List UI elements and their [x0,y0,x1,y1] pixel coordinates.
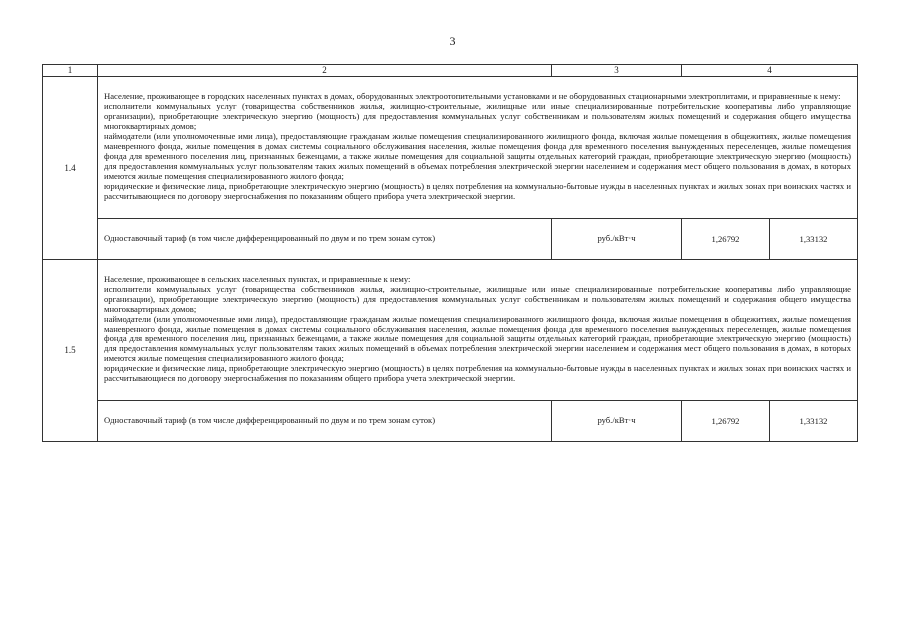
tariff-unit: руб./кВт·ч [552,401,682,442]
tariff-value-2: 1,33132 [769,401,857,441]
description-paragraph: исполнители коммунальных услуг (товарищества собственников жилья, жилищно-строительные, жилищные или иные специализированные потребительские кооперативы либо управляющие организации), приобретающие электрическую энергию (мощность) для предоставления коммунальных услуг собственникам и пользователям жилых помещений и содержания общего имущества многоквартирных домов; [104,100,851,131]
tariff-unit: руб./кВт·ч [552,218,682,259]
description-paragraph: юридические и физические лица, приобретающие электрическую энергию (мощность) в целях потребления на коммунально-бытовые нужды в населенных пунктах и жилых зонах при воинских частях и рассчитывающиеся по договору энергоснабжения по показаниям общего прибора учета электрической энергии. [104,363,851,384]
description-paragraph: Население, проживающее в городских населенных пунктах в домах, оборудованных электроотопительными установками и не оборудованных стационарными электроплитами, и приравненные к нему: [104,91,841,101]
table-row [43,77,858,219]
header-col-4: 4 [682,65,858,77]
description-paragraph: Население, проживающее в сельских населенных пунктах, и приравненные к нему: [104,273,411,284]
tariff-label: Одноставочный тариф (в том числе дифференцированный по двум и по трем зонам суток) [98,218,552,259]
description-paragraph: наймодатели (или уполномоченные ими лица), предоставляющие гражданам жилые помещения специализированного жилищного фонда, включая жилые помещения в общежитиях, жилые помещения маневренного фонда, жилые помещения в домах системы социального обслуживания населения, жилые помещения фонда для временного поселения вынужденных переселенцев, жилые помещения фонда для временного поселения лиц, признанных беженцами, а также жилые помещения для социальной защиты отдельных категорий граждан, приобретающие электрическую энергию (мощность) для предоставления коммунальных услуг пользователям таких жилых помещений в объемах потребления электрической энергии населением и содержания мест общего пользования в домах, в которых имеются жилые помещения специализированного жилого фонда; [104,313,851,364]
header-col-2: 2 [98,65,552,77]
row-number: 1.5 [43,259,98,442]
tariff-table [42,64,858,442]
consumer-category-description [98,259,858,401]
table-row [43,259,858,401]
tariff-value-1: 1,26792 [711,416,740,427]
header-col-3: 3 [552,65,682,77]
tariff-values [682,218,858,259]
tariff-row [43,218,858,259]
header-col-1: 1 [43,65,98,77]
consumer-category-description [98,77,858,219]
page-number: 3 [449,34,456,48]
tariff-values [682,401,858,442]
tariff-label: Одноставочный тариф (в том числе дифференцированный по двум и по трем зонам суток) [98,401,552,442]
description-paragraph: наймодатели (или уполномоченные ими лица), предоставляющие гражданам жилые помещения специализированного жилищного фонда, включая жилые помещения в общежитиях, жилые помещения маневренного фонда, жилые помещения в домах системы социального обслуживания населения, жилые помещения фонда для временного поселения вынужденных переселенцев, жилые помещения фонда для временного поселения лиц, признанных беженцами, а также жилые помещения для социальной защиты отдельных категорий граждан, приобретающие электрическую энергию (мощность) для предоставления коммунальных услуг пользователям таких жилых помещений в объемах потребления электрической энергии населением и содержания мест общего пользования в домах, в которых имеются жилые помещения специализированного жилого фонда; [104,130,851,181]
tariff-value-2: 1,33132 [769,219,857,259]
row-number: 1.4 [43,77,98,260]
tariff-value-1: 1,26792 [711,233,740,244]
description-paragraph: исполнители коммунальных услуг (товарищества собственников жилья, жилищно-строительные, жилищные или иные специализированные потребительские кооперативы либо управляющие организации), приобретающие электрическую энергию (мощность) для предоставления коммунальных услуг собственникам и пользователям жилых помещений и содержания общего имущества многоквартирных домов; [104,283,851,314]
tariff-row [43,401,858,442]
table-header-row [43,65,858,77]
description-paragraph: юридические и физические лица, приобретающие электрическую энергию (мощность) в целях потребления на коммунально-бытовые нужды в населенных пунктах и жилых зонах при воинских частях и рассчитывающиеся по договору энергоснабжения по показаниям общего прибора учета электрической энергии. [104,180,851,201]
